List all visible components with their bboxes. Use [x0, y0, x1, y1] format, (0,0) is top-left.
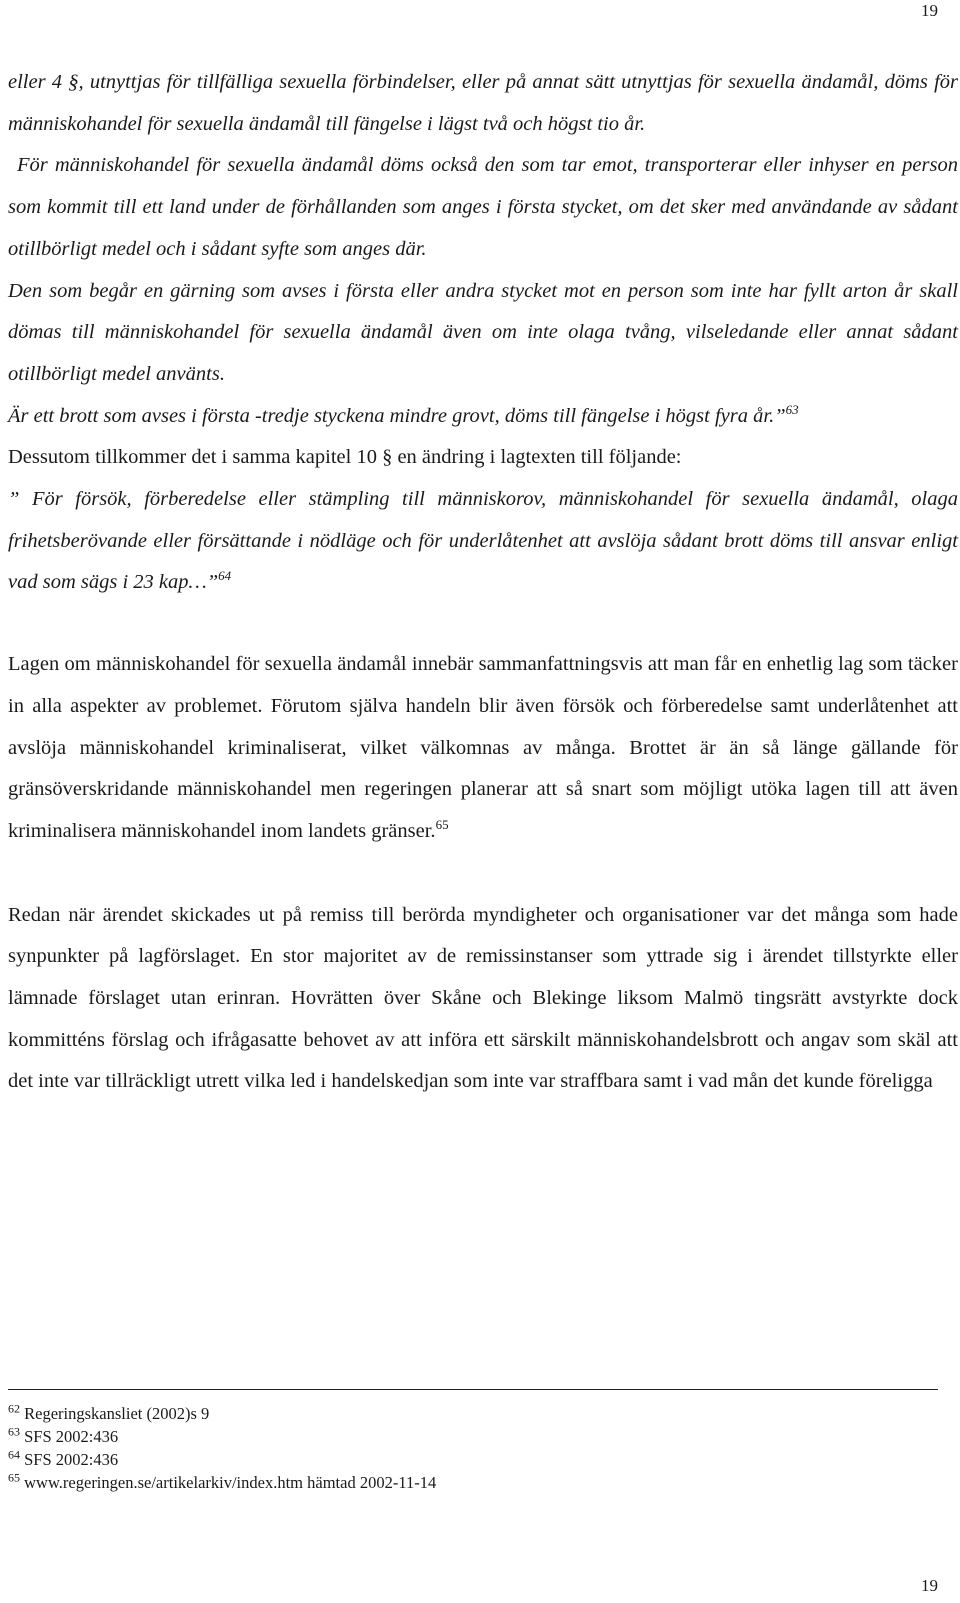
footnote-text: SFS 2002:436 — [24, 1427, 119, 1446]
footnote-ref-64: 64 — [218, 568, 232, 584]
footnote-63 — [8, 1425, 938, 1448]
quote-2 — [8, 479, 958, 604]
page-number-bottom: 19 — [921, 1576, 938, 1595]
quote-2-text: ” För försök, förberedelse eller stämpling till människorov, människohandel för sexuella ändamål, olaga frihetsberövande eller försättande i nödläge och för underlåtenhet att avslöja sådant brott döms till ansvar enligt vad som sägs i 23 kap…” — [8, 488, 958, 594]
quote-paragraph-4-text: Är ett brott som avses i första -tredje styckena mindre grovt, döms till fängelse i högst fyra år.” — [8, 404, 786, 427]
footnote-number: 65 — [8, 1470, 20, 1485]
footnotes — [8, 1402, 938, 1494]
footnote-64 — [8, 1448, 938, 1471]
spacer — [8, 853, 958, 895]
footnote-text: SFS 2002:436 — [24, 1450, 119, 1469]
footnote-divider — [8, 1389, 938, 1390]
page-number-top: 19 — [921, 1, 938, 20]
quote-paragraph-2: För människohandel för sexuella ändamål döms också den som tar emot, transporterar eller inhyser en person som kommit till ett land under de förhållanden som anges i första stycket, om det sker med användande av sådant otillbörligt medel och i sådant syfte som anges där. — [8, 154, 958, 260]
body-paragraph-2: Redan när ärendet skickades ut på remiss till berörda myndigheter och organisationer var det många som hade synpunkter på lagförslaget. En stor majoritet av de remissinstanser som yttrade sig i ärendet tillstyrkte eller lämnade förslaget utan erinran. Hovrätten över Skåne och Blekinge liksom Malmö tingsrätt avstyrkte dock kommitténs förslag och ifrågasatte behovet av att införa ett särskilt människohandelsbrott och angav som skäl att det inte var tillräckligt utrett vilka led i handelskedjan som inte var straffbara samt i vad mån det kunde föreligga — [8, 903, 958, 1093]
quote-paragraph-3: Den som begår en gärning som avses i första eller andra stycket mot en person som inte har fyllt arton år skall dömas till människohandel för sexuella ändamål även om inte olaga tvång, vilseledande eller annat sådant otillbörligt medel använts. — [8, 279, 958, 385]
footnote-65 — [8, 1471, 938, 1494]
quote-paragraph-4 — [8, 396, 958, 438]
footnote-ref-65: 65 — [435, 817, 449, 833]
quote-paragraph-1: eller 4 §, utnyttjas för tillfälliga sexuella förbindelser, eller på annat sätt utnyttjas för sexuella ändamål, döms för människohandel för sexuella ändamål till fängelse i lägst två och högst tio år. — [8, 71, 958, 135]
footnote-62 — [8, 1402, 938, 1425]
spacer — [8, 604, 958, 644]
footnote-number: 62 — [8, 1401, 20, 1416]
body-paragraph-1 — [8, 644, 958, 853]
body-paragraph-1-text: Lagen om människohandel för sexuella ändamål innebär sammanfattningsvis att man får en enhetlig lag som täcker in alla aspekter av problemet. Förutom själva handeln blir även försök och förberedelse samt underlåtenhet att avslöja människohandel kriminaliserat, vilket välkomnas av många. Brottet är än så länge gällande för gränsöverskridande människohandel men regeringen planerar att så snart som möjligt utöka lagen till att även kriminalisera människohandel inom landets gränser. — [8, 653, 958, 842]
footnote-ref-63: 63 — [785, 401, 799, 417]
footnote-number: 63 — [8, 1424, 20, 1439]
footnote-text: Regeringskansliet (2002)s 9 — [24, 1404, 210, 1423]
page-content — [8, 62, 958, 1103]
footnote-link-text: www.regeringen.se/artikelarkiv/index.htm hämtad 2002-11-14 — [24, 1473, 437, 1492]
intro-sentence: Dessutom tillkommer det i samma kapitel 10 § en ändring i lagtexten till följande: — [8, 446, 682, 469]
footnote-number: 64 — [8, 1447, 20, 1462]
